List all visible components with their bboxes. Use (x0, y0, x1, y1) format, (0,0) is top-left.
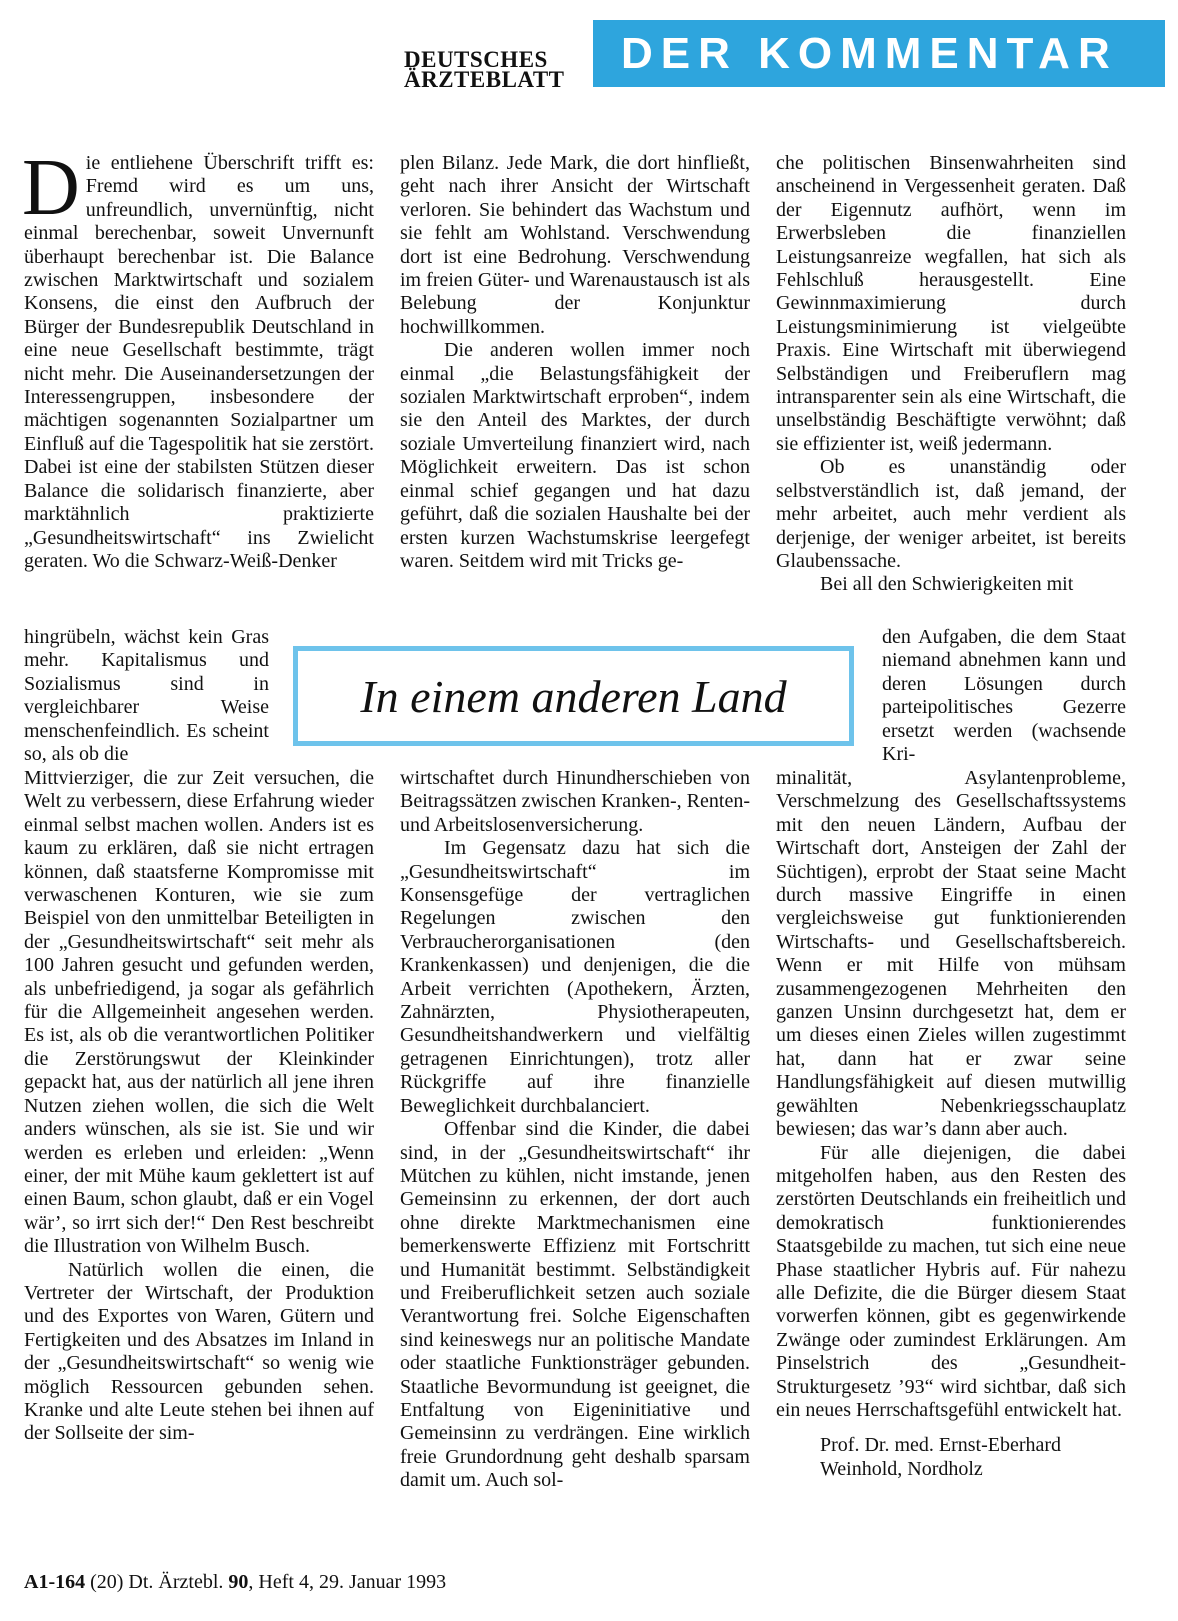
paragraph-1-lower: Mittvierziger, die zur Zeit versuchen, die Welt zu verbessern, diese Erfahrung wieder einmal selbst machen wollen. Anders ist es kaum zu erklären, daß sie nicht ertragen können, daß staatsferne Kompromisse mit verwaschenen Konturen, wie sie zum Beispiel von den unmittelbar Beteiligten in der „Gesundheitswirtschaft“ seit mehr als 100 Jahren gesucht und gefunden werden, als unbefriedigend, ja sogar als gefährlich für die Allgemeinheit angesehen werden. Es ist, als ob die verantwortlichen Politiker die Zerstörungswut der Kleinkinder gepackt hat, aus der natürlich all jene ihren Nutzen ziehen wollen, die sich die Welt anders wünschen, als sie ist. Sie und wir werden es erleben und erleiden: „Wenn einer, der mit Mühe kaum geklettert ist auf einen Baum, schon glaubt, daß er ein Vogel wär’, so irrt sich der!“ Den Rest beschreibt die Illustration von Wilhelm Busch. (24, 767, 374, 1258)
article-title: In einem anderen Land (360, 670, 787, 722)
paragraph-2: Natürlich wollen die einen, die Vertreter der Wirtschaft, der Produktion und des Exportes von Waren, Gütern und Fertigkeiten und des Absatzes im Inland in der „Gesundheitswirtschaft“ so wenig wie möglich Ressourcen gebunden sehen. Kranke und alte Leute stehen bei ihnen auf der Sollseite der sim- (24, 1258, 374, 1445)
citation-suffix: , Heft 4, 29. Januar 1993 (248, 1571, 447, 1593)
column-3-upper (776, 152, 1126, 597)
publication-logo (404, 47, 565, 92)
logo-line-1: DEUTSCHES (404, 47, 548, 72)
page-number: A1-164 (24, 1571, 86, 1593)
paragraph-4: Die anderen wollen immer noch einmal „die Belastungsfähigkeit der sozialen Marktwirtschaft erproben“, indem sie den Anteil des Marktes, der durch soziale Umverteilung finanziert wird, nach Möglichkeit erweitern. Das ist schon einmal schief gegangen und hat dazu geführt, daß die sozialen Haushalte bei der ersten kurzen Wachstumskrise leergefegt waren. Seitdem wird mit Tricks ge- (400, 339, 750, 572)
article-title-box (293, 646, 854, 746)
column-1-lower (24, 767, 374, 1446)
paragraph-8-start: Bei all den Schwierigkeiten mit (820, 573, 1074, 596)
paragraph-7: Ob es unanständig oder selbstverständlich ist, daß jemand, der mehr arbeitet, auch mehr verdient als derjenige, der weniger arbeitet, ist bereits Glaubenssache. (776, 456, 1126, 572)
paragraph-3: plen Bilanz. Jede Mark, die dort hinfließt, geht nach ihrer Ansicht der Wirtschaft verloren. Sie behindert das Wachstum und sie fehlt am Wohlstand. Verschwendung dort ist eine Bedrohung. Verschwendung im freien Güter- und Warenaustausch ist als Belebung der Konjunktur hochwillkommen. (400, 152, 750, 338)
volume-number: 90 (228, 1571, 249, 1593)
citation-prefix: (20) Dt. Ärztebl. (90, 1571, 224, 1593)
paragraph-1-mid: hingrübeln, wächst kein Gras mehr. Kapitalismus und Sozialismus sind in vergleichbarer Weise menschenfeindlich. Es scheint so, als ob die (24, 626, 269, 766)
paragraph-1-upper: ie entliehene Überschrift trifft es: Fremd wird es um uns, unfreundlich, unvernünftig, nicht einmal berechenbar, soweit Unvernunft überhaupt berechenbar ist. Die Balance zwischen Marktwirtschaft und sozialem Konsens, die einst den Aufbruch der Bürger der Bundesrepublik Deutschland in eine neue Gesellschaft bestimmte, trägt nicht mehr. Die Auseinandersetzungen der Interessengruppen, insbesondere der mächtigen sogenannten Sozialpartner um Einfluß auf die Tagespolitik hat sie zerstört. Dabei ist eine der stabilsten Stützen dieser Balance die solidarisch finanzierte, aber marktähnlich praktizierte „Gesundheitswirtschaft“ ins Zwielicht geraten. Wo die Schwarz-Weiß-Denker (24, 152, 374, 572)
paragraph-6-cont: che politischen Binsenwahrheiten sind anscheinend in Vergessenheit geraten. Daß der Eigennutz aufhört, wenn im Erwerbsleben die finanziellen Leistungsanreize wegfallen, hat sich als Fehlschluß herausgestellt. Eine Gewinnmaximierung durch Leistungsminimierung ist vielgeübte Praxis. Eine Wirtschaft mit überwiegend Selbständigen und Freiberuflern mag intransparenter sein als eine Wirtschaft, die unselbständig Beschäftigte verwöhnt; daß sie effizienter ist, weiß jedermann. (776, 152, 1126, 455)
paragraph-4-cont: wirtschaftet durch Hinundherschieben von Beitragssätzen zwischen Kranken-, Renten- und Arbeitslosenversicherung. (400, 767, 750, 836)
column-3-lower (776, 767, 1126, 1481)
drop-cap: D (22, 144, 80, 232)
section-banner: DER KOMMENTAR (593, 20, 1165, 87)
author-location: Weinhold, Nordholz (820, 1457, 983, 1480)
author-name: Prof. Dr. med. Ernst-Eberhard (820, 1434, 1062, 1457)
column-1-mid (24, 626, 269, 766)
paragraph-6: Offenbar sind die Kinder, die dabei sind, in der „Gesundheitswirtschaft“ ihr Mütchen zu kühlen, nicht imstande, jenen Gemeinsinn zu erkennen, der dort auch ohne direkte Marktmechanismen eine bemerkenswerte Effizienz mit Fortschritt und Humanität bestimmt. Selbständigkeit und Freiberuflichkeit setzen auch soziale Verantwortung frei. Solche Eigenschaften sind keineswegs nur an politische Mandate oder staatliche Funktionsträger gebunden. Staatliche Bevormundung ist geeignet, die Entfaltung von Eigeninitiative und Gemeinsinn zu verdrängen. Eine wirklich freie Grundordnung geht deshalb sparsam damit um. Auch sol- (400, 1118, 750, 1492)
column-1-upper (22, 144, 374, 573)
logo-line-2: ÄRZTEBLATT (404, 67, 565, 92)
paragraph-8-lower: minalität, Asylantenprobleme, Verschmelzung des Gesellschaftssystems mit den neuen Ländern, Aufbau der Wirtschaft dort, Ansteigen der Zahl der Süchtigen), erprobt der Staat seine Macht durch massive Eingriffe in einen vergleichsweise gut funktionierenden Wirtschafts- und Gesellschaftsbereich. Wenn er mit Hilfe von mühsam zusammengezogenen Mehrheiten den ganzen Unsinn durchgesetzt hat, dem er um dieses einen Zieles willen zugestimmt hat, dann hat er zwar seine Handlungsfähigkeit auf diesen mutwillig gewählten Nebenkriegsschauplatz bewiesen; das war’s dann aber auch. (776, 767, 1126, 1141)
column-2-lower (400, 767, 750, 1493)
column-3-mid (882, 626, 1126, 766)
paragraph-5: Im Gegensatz dazu hat sich die „Gesundheitswirtschaft“ im Konsensgefüge der vertraglichen Regelungen zwischen den Verbraucherorganisationen (den Krankenkassen) und denjenigen, die die Arbeit verrichten (Apothekern, Ärzten, Zahnärzten, Physiotherapeuten, Gesundheitshandwerkern und vielfältig getragenen Einrichtungen), trotz aller Rückgriffe auf ihre finanzielle Beweglichkeit durchbalanciert. (400, 837, 750, 1117)
page-footer (24, 1570, 446, 1594)
paragraph-9: Für alle diejenigen, die dabei mitgeholfen haben, aus den Resten des zerstörten Deutschlands ein freiheitlich und demokratisch funktionierendes Staatsgebilde zu machen, tut sich eine neue Phase staatlicher Hybris auf. Für nahezu alle Defizite, die die Bürger diesem Staat vorwerfen können, gibt es gegenwirkende Zwänge oder zumindest Erklärungen. Am Pinselstrich des „Gesundheit-Strukturgesetz ’93“ wird sichtbar, daß sich ein neues Herrschaftsgefühl entwickelt hat. (776, 1141, 1126, 1421)
paragraph-8-mid: den Aufgaben, die dem Staat niemand abnehmen kann und deren Lösungen durch parteipolitisches Gezerre ersetzt werden (wachsende Kri- (882, 626, 1126, 766)
column-2-upper (400, 152, 750, 573)
